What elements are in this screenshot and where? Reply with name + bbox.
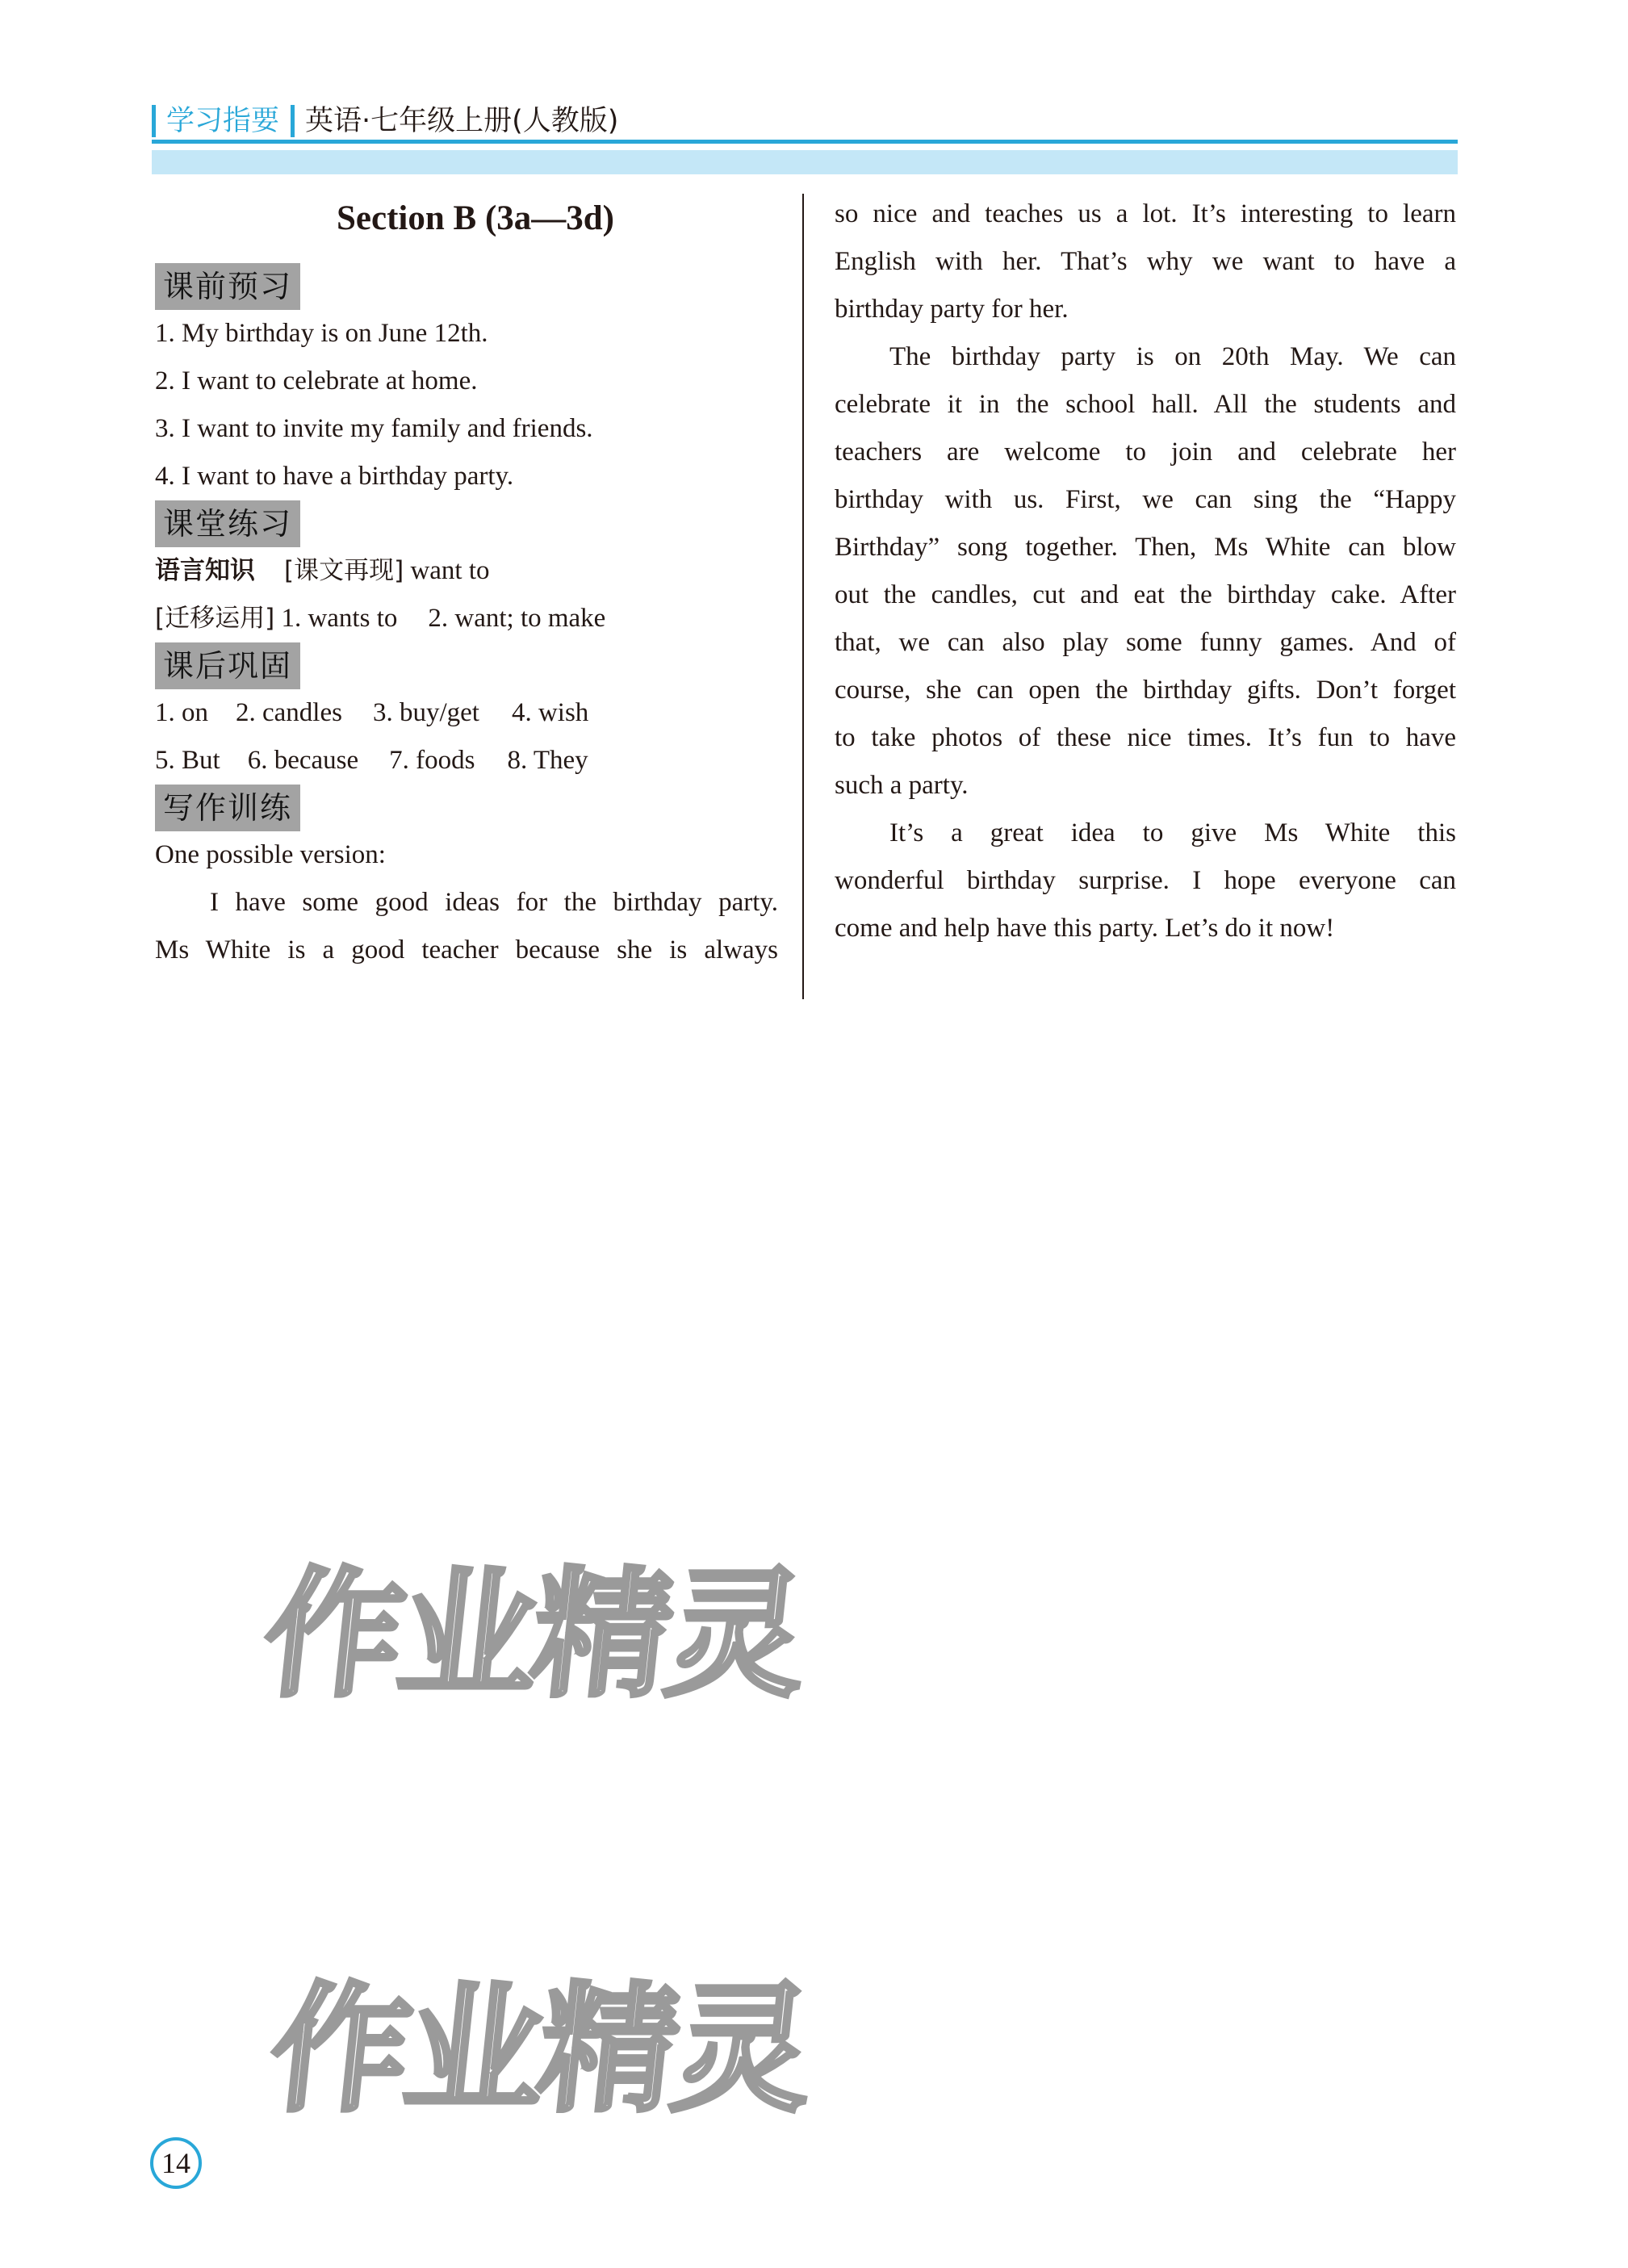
column-divider: [802, 194, 804, 999]
consolidation-answer: 8. They: [507, 746, 588, 775]
preview-heading: 课前预习: [155, 263, 300, 310]
writing-heading: 写作训练: [155, 785, 300, 831]
consolidation-row: [155, 689, 778, 737]
essay-line: English with her. That’s why we want to have a: [835, 247, 1456, 276]
consolidation-row: [155, 737, 778, 785]
essay-line: such a party.: [835, 771, 969, 800]
consolidation-answer: 3. buy/get: [372, 698, 479, 727]
header-book-title: 英语·七年级上册(人教版): [305, 105, 619, 137]
essay-line: The birthday party is on 20th May. We can: [889, 342, 1456, 371]
header-band: [152, 150, 1458, 174]
header-rule: [152, 140, 1458, 144]
page-number: 14: [150, 2137, 202, 2189]
text-review-answer: want to: [410, 556, 490, 585]
watermark: 作业精灵: [256, 1554, 810, 1716]
left-column: [155, 190, 778, 974]
essay-line: course, she can open the birthday gifts. Don’t forget: [835, 676, 1456, 705]
essay-line: Ms White is a good teacher because she is always: [155, 935, 778, 965]
right-column: [835, 190, 1456, 952]
preview-item: 1. My birthday is on June 12th.: [155, 319, 488, 348]
consolidation-heading: 课后巩固: [155, 642, 300, 689]
classwork-heading: 课堂练习: [155, 500, 300, 547]
consolidation-answer: 4. wish: [511, 698, 589, 727]
essay-line: to take photos of these nice times. It’s fun to have: [835, 723, 1456, 752]
essay-line: teachers are welcome to join and celebrate her: [835, 437, 1456, 467]
consolidation-answer: 7. foods: [389, 746, 475, 775]
header-accent-bar: [152, 105, 156, 137]
language-knowledge-label: 语言知识: [155, 556, 255, 585]
writing-intro: One possible version:: [155, 840, 386, 869]
preview-section: [155, 263, 778, 500]
running-header: [152, 100, 1458, 142]
essay-line: out the candles, cut and eat the birthday cake. After: [835, 580, 1456, 609]
consolidation-answer: 5. But: [155, 746, 220, 775]
classwork-text-review: [155, 547, 778, 595]
classwork-section: [155, 500, 778, 642]
preview-item: 2. I want to celebrate at home.: [155, 366, 478, 395]
essay-line: wonderful birthday surprise. I hope everyone can: [835, 866, 1456, 895]
consolidation-answer: 1. on: [155, 698, 208, 727]
essay-line: I have some good ideas for the birthday party.: [210, 888, 778, 917]
transfer-answer: 1. wants to: [281, 604, 398, 633]
consolidation-answer: 6. because: [247, 746, 359, 775]
essay-line: It’s a great idea to give Ms White this: [889, 818, 1456, 847]
essay-line: that, we can also play some funny games. And of: [835, 628, 1456, 657]
essay-line: celebrate it in the school hall. All the students and: [835, 390, 1456, 419]
watermark: 作业精灵: [262, 1969, 817, 2131]
header-separator-bar: [291, 105, 295, 137]
transfer-label: [迁移运用]: [155, 604, 275, 633]
header-series-title: 学习指要: [166, 105, 280, 137]
essay-line: Birthday” song together. Then, Ms White can blow: [835, 533, 1456, 562]
essay-line: birthday with us. First, we can sing the “Happy: [835, 485, 1456, 514]
consolidation-answer: 2. candles: [236, 698, 342, 727]
essay-line: birthday party for her.: [835, 295, 1069, 324]
preview-item: 3. I want to invite my family and friends.: [155, 414, 593, 443]
writing-section: [155, 785, 778, 974]
preview-item: 4. I want to have a birthday party.: [155, 462, 514, 491]
essay-line: come and help have this party. Let’s do it now!: [835, 914, 1335, 943]
section-title: Section B (3a—3d): [337, 199, 614, 237]
classwork-transfer: [155, 595, 778, 642]
consolidation-section: [155, 642, 778, 785]
transfer-answer: 2. want; to make: [428, 604, 606, 633]
essay-line: so nice and teaches us a lot. It’s interesting to learn: [835, 199, 1456, 228]
text-review-label: [课文再现]: [284, 556, 404, 585]
